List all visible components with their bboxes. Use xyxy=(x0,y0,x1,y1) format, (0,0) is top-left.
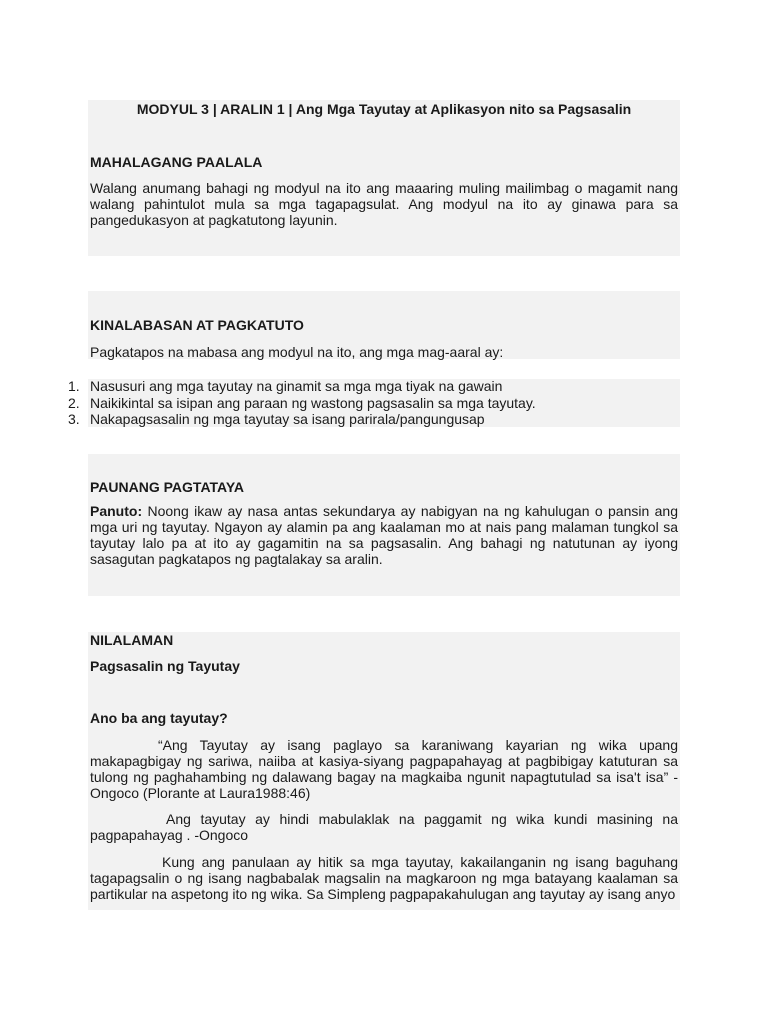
pagtataya-body xyxy=(90,503,678,567)
nilalaman-paragraph-3: Kung ang panulaan ay hitik sa mga tayutay, kakailanganin ng isang baguhang tagapagsalin o ng isang nagbabalak magsalin na magkaroon ng mga batayang kaalaman sa partikular na aspetong ito ng wika. Sa Simpleng pagpapakahulugan ang tayutay ay isang anyo xyxy=(90,854,678,902)
list-item-number: 3. xyxy=(68,411,80,427)
nilalaman-paragraph-1: “Ang Tayutay ay isang paglayo sa karaniwang kayarian ng wika upang makapagbigay ng sariwa, naiiba at kasiya-siyang pagpapahayag at pagbibigay katuturan sa tulong ng paghahambing ng dalawang bagay na magkaiba ngunit napagtutulad sa isa't isa” -Ongoco (Plorante at Laura1988:46) xyxy=(90,737,678,801)
list-item xyxy=(0,395,680,412)
list-item-number: 2. xyxy=(68,394,80,411)
paalala-heading: MAHALAGANG PAALALA xyxy=(90,154,263,170)
list-item xyxy=(0,411,680,428)
nilalaman-heading: NILALAMAN xyxy=(90,632,174,648)
pagtataya-heading: PAUNANG PAGTATAYA xyxy=(90,479,245,495)
paalala-section-bg xyxy=(88,100,680,256)
kinalabasan-intro: Pagkatapos na mabasa ang modyul na ito, ang mga mag-aaral ay: xyxy=(90,344,504,360)
page-title: MODYUL 3 | ARALIN 1 | Ang Mga Tayutay at Aplikasyon nito sa Pagsasalin xyxy=(136,101,632,117)
list-item xyxy=(0,378,680,395)
objectives-list xyxy=(0,378,680,428)
kinalabasan-heading: KINALABASAN AT PAGKATUTO xyxy=(90,317,304,333)
list-item-text: Nakapagsasalin ng mga tayutay sa isang parirala/pangungusap xyxy=(90,411,485,427)
paalala-body: Walang anumang bahagi ng modyul na ito ang maaaring muling mailimbag o magamit nang walang pahintulot mula sa mga tagapagsulat. Ang modyul na ito ay ginawa para sa pangedukasyon at pagkatutong layunin. xyxy=(90,180,678,228)
list-item-text: Naikikintal sa isipan ang paraan ng wastong pagsasalin sa mga tayutay. xyxy=(90,394,536,411)
nilalaman-subheading: Pagsasalin ng Tayutay xyxy=(90,658,240,674)
nilalaman-paragraph-2: Ang tayutay ay hindi mabulaklak na paggamit ng wika kundi masining na pagpapahayag . -Ongoco xyxy=(90,811,678,843)
list-item-text: Nasusuri ang mga tayutay na ginamit sa mga mga tiyak na gawain xyxy=(90,378,503,394)
list-item-number: 1. xyxy=(68,378,80,394)
tayutay-question: Ano ba ang tayutay? xyxy=(90,710,228,726)
panuto-label: Panuto: xyxy=(90,503,143,519)
panuto-text: Noong ikaw ay nasa antas sekundarya ay nabigyan na ng kahulugan o pansin ang mga uri ng tayutay. Ngayon ay alamin pa ang kaalaman mo at nais pang malaman tungkol sa tayutay lalo pa at ito ay gagamitin na sa pagsasalin. Ang bahagi ng natutunan ay iyong sasagutan pagkatapos ng pagtalakay sa aralin. xyxy=(90,503,678,567)
